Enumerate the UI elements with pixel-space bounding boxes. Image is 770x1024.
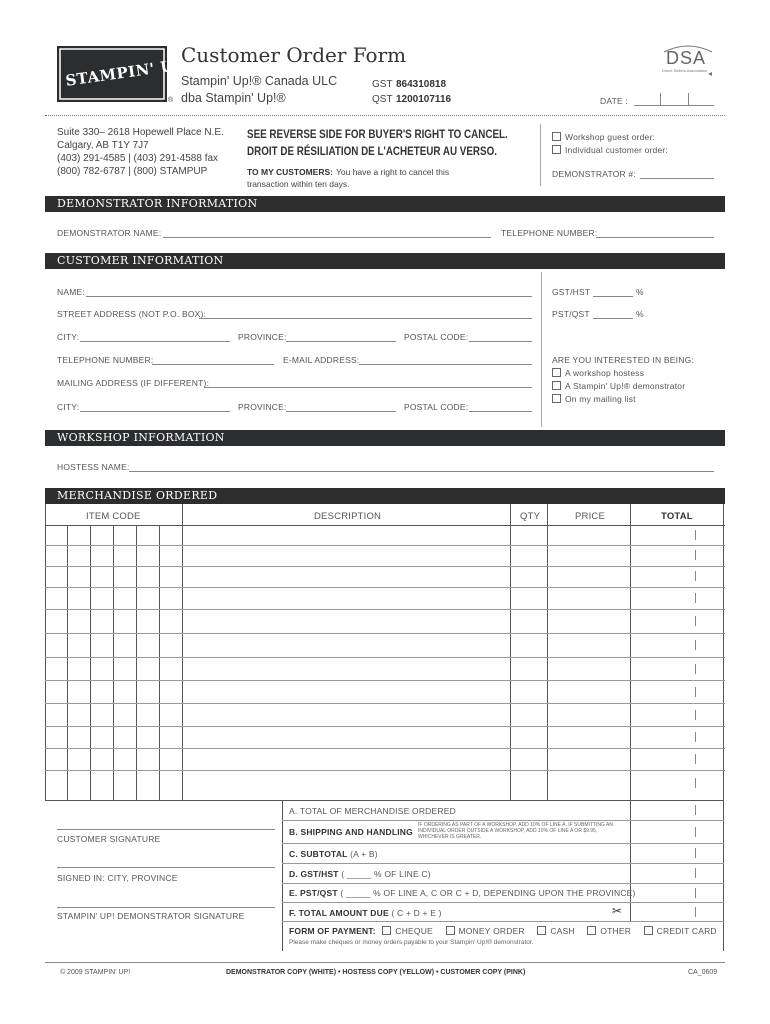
cents-tick	[695, 732, 696, 742]
pay-cash-option[interactable]	[537, 926, 574, 936]
checkbox-icon[interactable]	[552, 132, 561, 141]
total-e-label	[289, 888, 636, 898]
payable-note: Please make cheques or money orders payable to your Stampin' Up!® demonstrator.	[289, 939, 534, 946]
address-line1: Suite 330– 2618 Hopewell Place N.E.	[57, 127, 224, 138]
totals-row[interactable]	[282, 921, 724, 922]
table-row[interactable]	[45, 657, 725, 658]
pay-credit-card-label: CREDIT CARD	[656, 926, 717, 936]
col-price: PRICE	[575, 511, 606, 522]
total-b-note: IF ORDERING AS PART OF A WORKSHOP, ADD 10% OF LINE A. IF SUBMITTING AN INDIVIDUAL ORDER OUTSIDE A WORKSHOP, ADD 10% OF LINE A OR $9.95, WHICHEVER IS GREATER.	[418, 822, 613, 840]
demonstrator-signature-field[interactable]	[57, 907, 275, 908]
dsa-subtext: Direct Sellers Association	[662, 68, 708, 73]
customer-section-title: CUSTOMER INFORMATION	[45, 253, 725, 269]
postal2-label: POSTAL CODE:	[404, 402, 469, 412]
pay-cheque-label: CHEQUE	[395, 926, 433, 936]
total-f-text: F. TOTAL AMOUNT DUE	[289, 908, 389, 918]
demonstrator-name-field[interactable]	[163, 237, 491, 238]
cents-tick	[695, 778, 696, 788]
cents-tick	[695, 710, 696, 720]
demonstrator-name-label: DEMONSTRATOR NAME:	[57, 228, 162, 238]
total-a-label: A. TOTAL OF MERCHANDISE ORDERED	[289, 806, 456, 816]
checkbox-icon[interactable]	[552, 145, 561, 154]
telephone-field[interactable]	[152, 364, 274, 365]
individual-label: Individual customer order:	[565, 145, 668, 155]
pst-qst-field[interactable]	[593, 318, 633, 319]
notice-heading-fr: DROIT DE RÉSILIATION DE L'ACHETEUR AU VERSO.	[247, 144, 497, 158]
demonstrator-phone-field[interactable]	[596, 237, 714, 238]
province2-label: PROVINCE:	[238, 402, 287, 412]
cents-tick	[695, 868, 696, 878]
province-field[interactable]	[286, 341, 396, 342]
cents-tick	[695, 530, 696, 540]
gst-value: 864310818	[396, 79, 447, 90]
dsa-logo	[660, 44, 715, 78]
table-row[interactable]	[45, 587, 725, 588]
company-line1: Stampin' Up!® Canada ULC	[181, 74, 338, 88]
pay-cash-label: CASH	[550, 926, 575, 936]
city-field[interactable]	[80, 341, 230, 342]
pay-money-order-label: MONEY ORDER	[458, 926, 525, 936]
table-row[interactable]	[45, 726, 725, 727]
date-divider	[688, 93, 689, 105]
payment-row	[289, 926, 717, 936]
total-e-text: E. PST/QST	[289, 888, 338, 898]
interest-mailing-option[interactable]	[552, 394, 636, 404]
totals-row[interactable]	[282, 820, 724, 821]
gst-hst-percent: %	[636, 287, 644, 297]
total-f-label	[289, 908, 442, 918]
table-row[interactable]	[45, 748, 725, 749]
company-line2: dba Stampin' Up!®	[181, 91, 286, 105]
postal-label: POSTAL CODE:	[404, 332, 469, 342]
checkbox-icon[interactable]	[537, 926, 546, 935]
checkbox-icon[interactable]	[644, 926, 653, 935]
mailing-field[interactable]	[204, 387, 532, 388]
date-label: DATE :	[600, 96, 628, 106]
footer-divider	[45, 962, 725, 963]
postal-field[interactable]	[469, 341, 532, 342]
total-d-label	[289, 869, 431, 879]
signed-in-label: SIGNED IN: CITY, PROVINCE	[57, 873, 178, 883]
totals-row[interactable]	[282, 843, 724, 844]
demonstrator-signature-label: STAMPIN' UP! DEMONSTRATOR SIGNATURE	[57, 911, 245, 921]
checkbox-icon[interactable]	[552, 381, 561, 390]
table-row[interactable]	[45, 566, 725, 567]
logo	[57, 46, 194, 102]
qty-divider	[510, 504, 511, 801]
table-row[interactable]	[45, 703, 725, 704]
telephone-label: TELEPHONE NUMBER:	[57, 355, 154, 365]
qst-label: QST	[372, 94, 393, 105]
copy-distribution: DEMONSTRATOR COPY (WHITE) • HOSTESS COPY (YELLOW) • CUSTOMER COPY (PINK)	[226, 969, 526, 976]
col-total: TOTAL	[661, 511, 693, 522]
street-label: STREET ADDRESS (NOT P.O. BOX):	[57, 309, 207, 319]
dsa-text: DSA	[666, 48, 707, 68]
total-f-suffix: ( C + D + E )	[391, 908, 442, 918]
email-label: E-MAIL ADDRESS:	[283, 355, 360, 365]
checkbox-icon[interactable]	[587, 926, 596, 935]
total-c-text: C. SUBTOTAL	[289, 849, 348, 859]
date-divider	[660, 93, 661, 105]
header-divider	[45, 115, 725, 116]
cents-tick	[695, 571, 696, 581]
demonstrator-num-label: DEMONSTRATOR #:	[552, 169, 636, 179]
totals-total-divider	[630, 801, 631, 921]
notice-heading-en: SEE REVERSE SIDE FOR BUYER'S RIGHT TO CANCEL.	[247, 127, 508, 141]
pay-cheque-option[interactable]	[382, 926, 433, 936]
col-description: DESCRIPTION	[314, 511, 382, 522]
customer-signature-label: CUSTOMER SIGNATURE	[57, 834, 161, 844]
cents-tick	[695, 616, 696, 626]
customer-signature-field[interactable]	[57, 829, 275, 830]
checkbox-icon[interactable]	[382, 926, 391, 935]
name-label: NAME:	[57, 287, 85, 297]
email-field[interactable]	[359, 364, 532, 365]
table-row[interactable]	[45, 545, 725, 546]
cents-tick	[695, 848, 696, 858]
total-divider	[630, 504, 631, 801]
cents-tick	[695, 805, 696, 815]
cents-tick	[695, 754, 696, 764]
order-type-divider	[540, 124, 541, 186]
hostess-label: HOSTESS NAME:	[57, 462, 130, 472]
col-item-code: ITEM CODE	[86, 511, 141, 522]
pst-qst-label: PST/QST	[552, 309, 590, 319]
total-d-text: D. GST/HST	[289, 869, 339, 879]
table-row[interactable]	[45, 633, 725, 634]
cents-tick	[695, 888, 696, 898]
cents-tick	[695, 550, 696, 560]
interested-label: ARE YOU INTERESTED IN BEING:	[552, 355, 694, 365]
to-customers-text2: transaction within ten days.	[247, 179, 350, 189]
payment-label: FORM OF PAYMENT:	[289, 926, 376, 936]
date-field[interactable]	[634, 105, 714, 106]
total-c-suffix: (A + B)	[350, 849, 378, 859]
customer-divider	[541, 272, 542, 427]
cents-tick	[695, 593, 696, 603]
gst-hst-field[interactable]	[593, 296, 633, 297]
pay-credit-card-option[interactable]	[644, 926, 717, 936]
pay-other-option[interactable]	[587, 926, 631, 936]
name-field[interactable]	[86, 296, 532, 297]
to-customers-label: TO MY CUSTOMERS:	[247, 167, 333, 177]
workshop-guest-option[interactable]	[552, 132, 655, 142]
cents-tick	[695, 907, 696, 917]
interest-mailing-label: On my mailing list	[565, 394, 636, 404]
checkbox-icon[interactable]	[552, 394, 561, 403]
cents-tick	[695, 640, 696, 650]
merch-table	[45, 504, 724, 801]
hostess-field[interactable]	[129, 471, 714, 472]
total-d-suffix: ( _____ % OF LINE C)	[341, 869, 431, 879]
pay-money-order-option[interactable]	[446, 926, 525, 936]
interest-hostess-label: A workshop hostess	[565, 368, 645, 378]
totals-row[interactable]	[282, 863, 724, 864]
page-title: Customer Order Form	[181, 43, 407, 67]
form-code: CA_0609	[688, 969, 718, 976]
mailing-label: MAILING ADDRESS (IF DIFFERENT):	[57, 378, 210, 388]
checkbox-icon[interactable]	[446, 926, 455, 935]
total-b-label: B. SHIPPING AND HANDLING	[289, 827, 413, 837]
interest-demonstrator-label: A Stampin' Up!® demonstrator	[565, 381, 686, 391]
interest-demonstrator-option[interactable]	[552, 381, 685, 391]
demonstrator-section-title: DEMONSTRATOR INFORMATION	[45, 196, 725, 212]
logo-text: STAMPIN' UP!	[64, 54, 194, 90]
city-label: CITY:	[57, 332, 80, 342]
description-divider	[182, 504, 183, 801]
col-qty: QTY	[520, 511, 541, 522]
scissors-icon: ✂	[612, 904, 623, 918]
street-field[interactable]	[199, 318, 532, 319]
registered-mark: ®	[168, 97, 174, 104]
price-divider	[547, 504, 548, 801]
demonstrator-num-field[interactable]	[640, 178, 714, 179]
total-e-suffix: ( _____ % OF LINE A, C OR C + D, DEPENDING UPON THE PROVINCE)	[340, 888, 636, 898]
gst-label: GST	[372, 79, 393, 90]
city2-label: CITY:	[57, 402, 80, 412]
pay-other-label: OTHER	[600, 926, 632, 936]
individual-option[interactable]	[552, 145, 668, 155]
cents-tick	[695, 664, 696, 674]
copyright: © 2009 STAMPIN' UP!	[60, 969, 131, 976]
workshop-section-title: WORKSHOP INFORMATION	[45, 430, 725, 446]
total-c-label	[289, 849, 378, 859]
interest-hostess-option[interactable]	[552, 368, 644, 378]
workshop-guest-label: Workshop guest order:	[565, 132, 656, 142]
address-line4: (800) 782-6787 | (800) STAMPUP	[57, 166, 208, 177]
city2-field[interactable]	[80, 411, 230, 412]
table-row[interactable]	[45, 609, 725, 610]
table-row[interactable]	[45, 770, 725, 771]
postal2-field[interactable]	[469, 411, 532, 412]
gst-hst-label: GST/HST	[552, 287, 591, 297]
table-row[interactable]	[45, 525, 725, 526]
checkbox-icon[interactable]	[552, 368, 561, 377]
address-line3: (403) 291-4585 | (403) 291-4588 fax	[57, 153, 219, 164]
totals-row[interactable]	[282, 883, 724, 884]
totals-row[interactable]	[282, 902, 724, 903]
province2-field[interactable]	[286, 411, 396, 412]
address-line2: Calgary, AB T1Y 7J7	[57, 140, 149, 151]
cents-tick	[695, 827, 696, 837]
cents-tick	[695, 687, 696, 697]
pst-qst-percent: %	[636, 309, 644, 319]
demonstrator-phone-label: TELEPHONE NUMBER:	[501, 228, 598, 238]
qst-value: 1200107116	[396, 94, 452, 105]
merch-section-title: MERCHANDISE ORDERED	[45, 488, 725, 504]
table-row[interactable]	[45, 680, 725, 681]
to-customers-text: You have a right to cancel this	[336, 167, 450, 177]
signed-in-field[interactable]	[57, 867, 275, 868]
province-label: PROVINCE:	[238, 332, 287, 342]
